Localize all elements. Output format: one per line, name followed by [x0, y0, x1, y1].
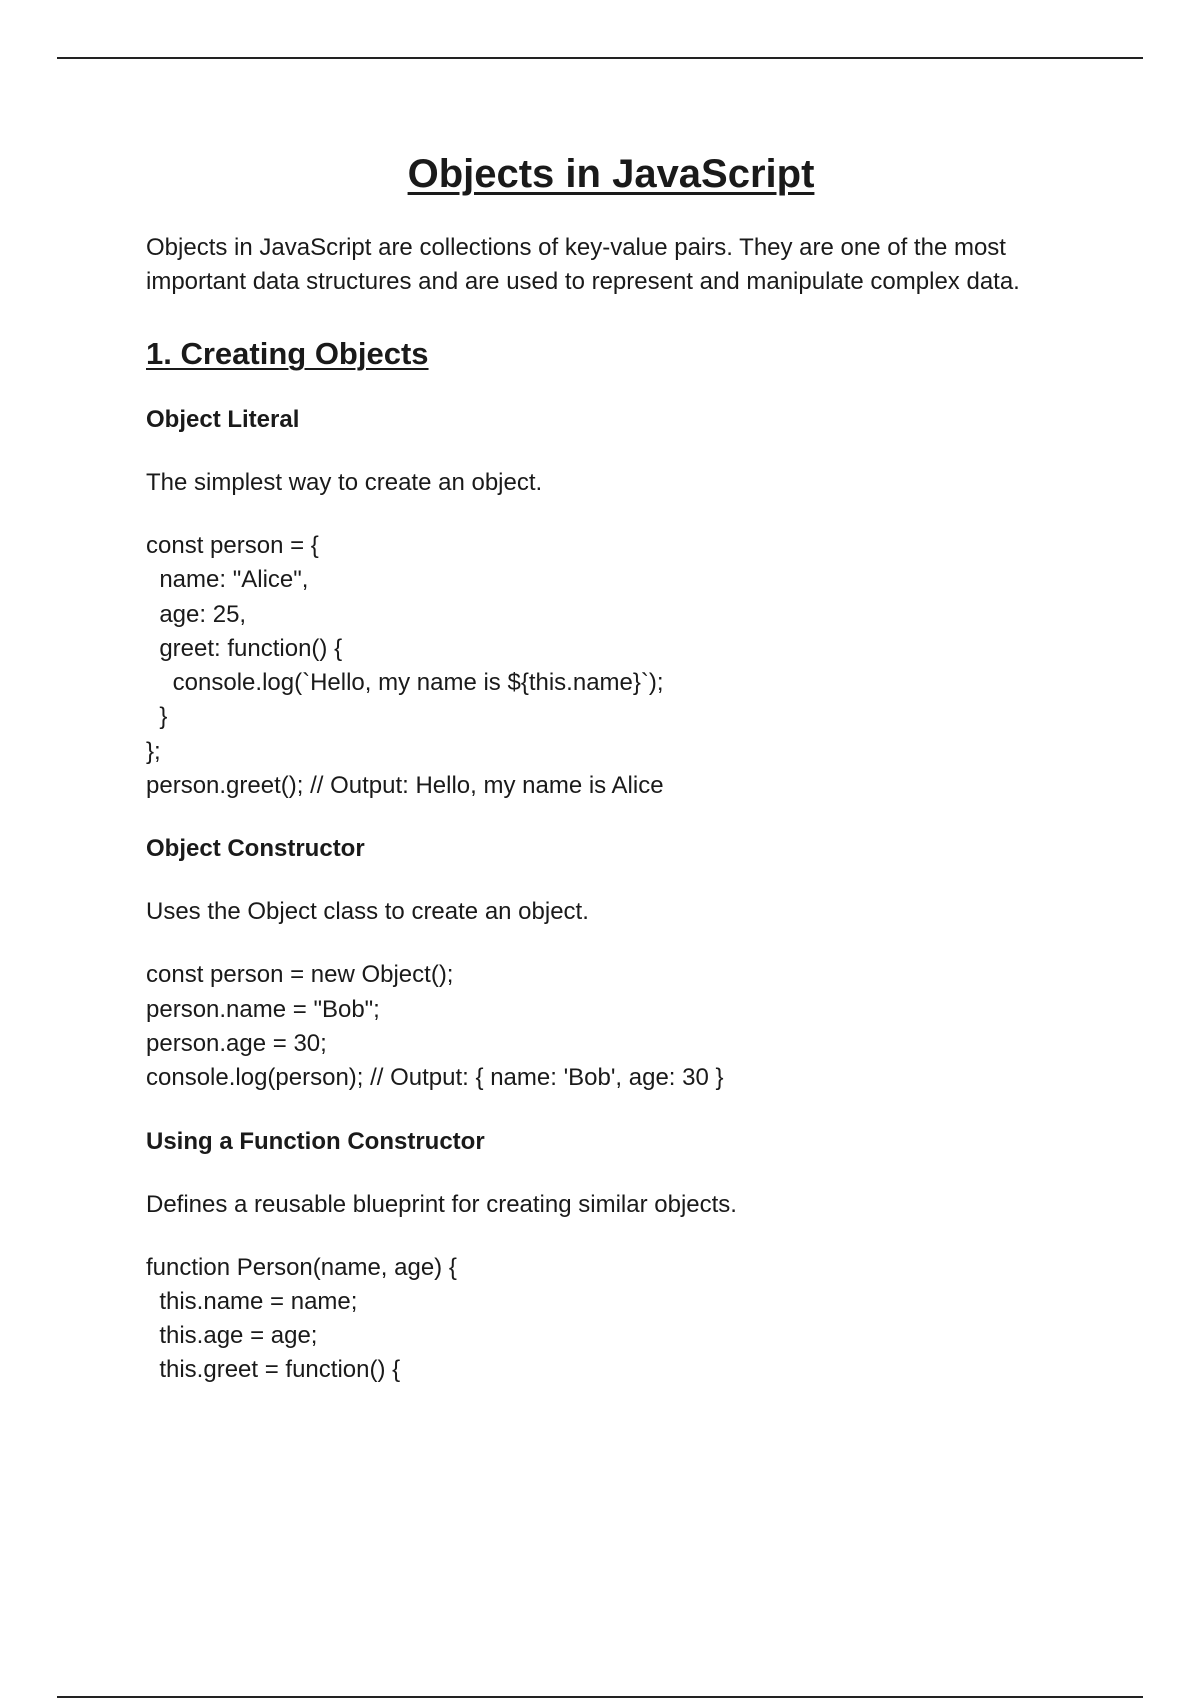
- subsection-object-literal: [146, 403, 1076, 803]
- code-block-function-constructor: function Person(name, age) { this.name = name; this.age = age; this.greet = function() {: [146, 1253, 457, 1384]
- description-object-constructor: Uses the Object class to create an object.: [146, 898, 589, 926]
- subheading-object-constructor: Object Constructor: [146, 835, 365, 863]
- document-title: Objects in JavaScript: [407, 152, 815, 196]
- footer-rule: [57, 1696, 1143, 1698]
- subsection-function-constructor: [146, 1125, 1076, 1388]
- description-object-literal: The simplest way to create an object.: [146, 469, 543, 496]
- section-heading-creating-objects: 1. Creating Objects: [146, 336, 429, 371]
- intro-paragraph: Objects in JavaScript are collections of key-value pairs. They are one of the most important data structures and are used to represent and manipulate complex data.: [146, 234, 1020, 295]
- subheading-object-literal: Object Literal: [146, 406, 300, 433]
- header-rule: [57, 57, 1143, 59]
- document-page: [146, 148, 1076, 1388]
- subsection-object-constructor: [146, 832, 1076, 1095]
- code-block-object-constructor: const person = new Object(); person.name = "Bob"; person.age = 30; console.log(person); // Output: { name: 'Bob', age: 30 }: [146, 961, 724, 1092]
- description-function-constructor: Defines a reusable blueprint for creating similar objects.: [146, 1190, 737, 1218]
- subheading-function-constructor: Using a Function Constructor: [146, 1127, 485, 1155]
- code-block-object-literal: const person = { name: "Alice", age: 25, greet: function() { console.log(`Hello, my name is ${this.name}`); } }; person.greet(); // Output: Hello, my name is Alice: [146, 532, 664, 800]
